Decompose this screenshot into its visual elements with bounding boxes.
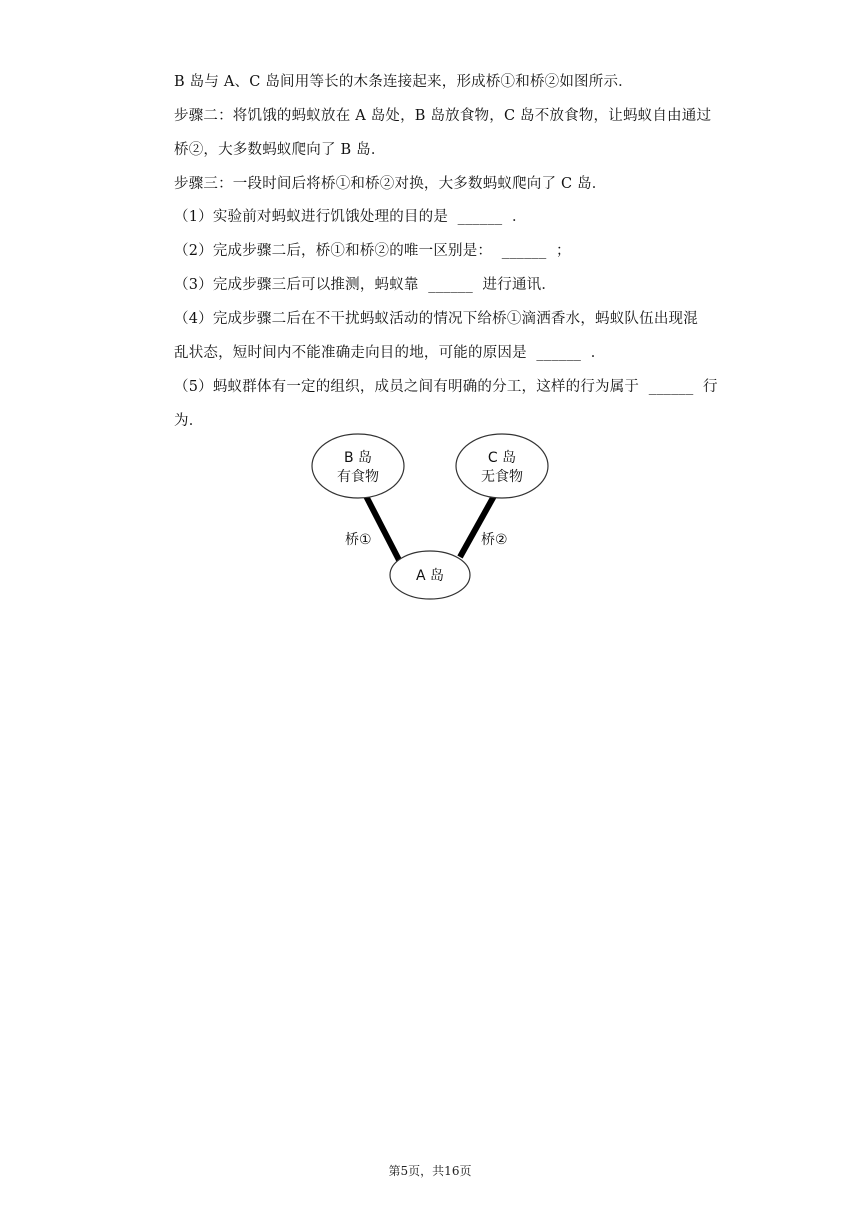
question-5-line-2: 为．: [174, 413, 204, 429]
page-footer: 第5页，共16页: [388, 1164, 472, 1178]
island-b-ellipse: [312, 434, 404, 498]
question-4-line-1: （4）完成步骤二后在不干扰蚂蚁活动的情况下给桥①滴洒香水，蚂蚁队伍出现混: [174, 311, 698, 327]
island-b-name: B 岛: [343, 450, 373, 466]
question-3: （3）完成步骤三后可以推测，蚂蚁靠 ______ 进行通讯．: [174, 277, 557, 293]
island-bridge-diagram: [300, 410, 560, 610]
question-5-line-1: （5）蚂蚁群体有一定的组织，成员之间有明确的分工，这样的行为属于 ______ 行: [174, 379, 718, 395]
question-4-line-2: 乱状态，短时间内不能准确走向目的地，可能的原因是 ______ ．: [174, 345, 606, 361]
question-2: （2）完成步骤二后，桥①和桥②的唯一区别是： ______ ；: [174, 243, 571, 259]
island-c-ellipse: [456, 434, 548, 498]
island-c-name: C 岛: [487, 450, 517, 466]
bridge-2-label: 桥②: [481, 532, 508, 548]
question-1: （1）实验前对蚂蚁进行饥饿处理的目的是 ______ ．: [174, 209, 527, 225]
diagram-svg: [300, 410, 560, 610]
text-line-4: 步骤三：一段时间后将桥①和桥②对换，大多数蚂蚁爬向了 C 岛．: [174, 176, 607, 192]
island-b-note: 有食物: [337, 469, 379, 485]
island-c-note: 无食物: [481, 469, 523, 485]
text-line-2: 步骤二：将饥饿的蚂蚁放在 A 岛处，B 岛放食物，C 岛不放食物，让蚂蚁自由通过: [174, 108, 712, 124]
bridge-1-line: [366, 496, 400, 562]
text-line-1: B 岛与 A、C 岛间用等长的木条连接起来，形成桥①和桥②如图所示．: [174, 74, 633, 90]
island-a-name: A 岛: [415, 568, 445, 584]
text-line-3: 桥②，大多数蚂蚁爬向了 B 岛．: [174, 142, 386, 158]
bridge-1-label: 桥①: [345, 532, 372, 548]
